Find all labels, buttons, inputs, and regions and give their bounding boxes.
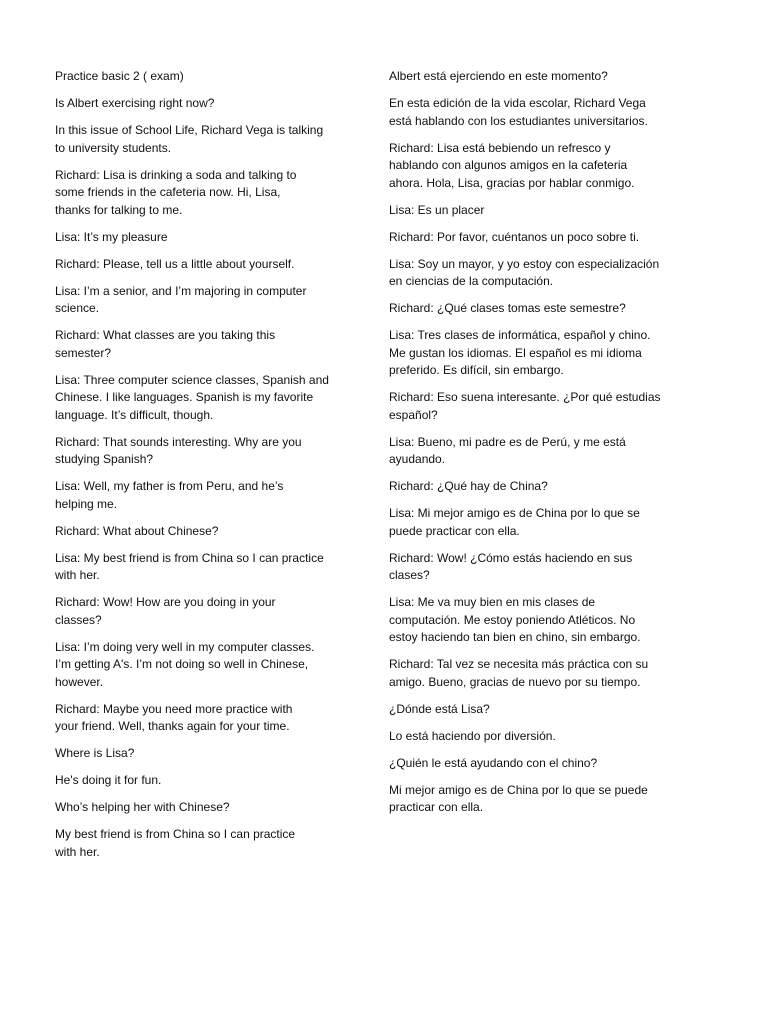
dialogue-line-translation: Richard: ¿Qué clases tomas este semestre? [389, 301, 626, 315]
answer-2: He's doing it for fun. [55, 773, 162, 787]
dialogue-line-translation: Richard: Eso suena interesante. ¿Por qué estudias español? [389, 390, 661, 422]
dialogue-line-translation: Lisa: Bueno, mi padre es de Perú, y me está ayudando. [389, 434, 626, 466]
dialogue-line-translation: Richard: ¿Qué hay de China? [389, 479, 548, 493]
question-2-translation: ¿Dónde está Lisa? [389, 701, 490, 716]
document-title: Practice basic 2 ( exam) [55, 69, 184, 83]
dialogue-line-translation: Richard: Tal vez se necesita más práctica con su amigo. Bueno, gracias de nuevo por su tiempo. [389, 657, 649, 689]
dialogue-line: Lisa: I’m doing very well in my computer classes. I’m getting A's. I’m not doing so well in Chinese, however. [55, 639, 315, 689]
dialogue-line: Richard: Maybe you need more practice with your friend. Well, thanks again for your time. [55, 701, 293, 733]
intro-paragraph: In this issue of School Life, Richard Vega is talking to university students. [55, 123, 324, 155]
dialogue-line: Lisa: My best friend is from China so I can practice with her. [55, 550, 324, 582]
dialogue-line: Richard: What classes are you taking this semester? [55, 328, 276, 360]
dialogue-line: Lisa: Three computer science classes, Spanish and Chinese. I like languages. Spanish is my favorite language. It’s difficult, though. [55, 372, 329, 422]
answer-2-translation: Lo está haciendo por diversión. [389, 728, 556, 743]
question-2: Where is Lisa? [55, 746, 135, 760]
question-1-translation: Albert está ejerciendo en este momento? [389, 69, 608, 83]
dialogue-line: Richard: Wow! How are you doing in your classes? [55, 595, 276, 627]
dialogue-line-translation: Lisa: Soy un mayor, y yo estoy con especialización en ciencias de la computación. [389, 256, 660, 288]
dialogue-line-translation: Richard: Wow! ¿Cómo estás haciendo en sus clases? [389, 550, 633, 582]
question-3: Who’s helping her with Chinese? [55, 800, 230, 814]
answer-3: My best friend is from China so I can practice with her. [55, 827, 296, 859]
dialogue-line-translation: Richard: Por favor, cuéntanos un poco sobre ti. [389, 229, 640, 244]
dialogue-line: Lisa: I’m a senior, and I’m majoring in computer science. [55, 283, 307, 315]
dialogue-line-translation: Lisa: Es un placer [389, 202, 485, 217]
dialogue-line: Richard: Please, tell us a little about yourself. [55, 256, 295, 271]
dialogue-line: Richard: What about Chinese? [55, 523, 219, 538]
dialogue-line: Richard: Lisa is drinking a soda and talking to some friends in the cafeteria now. Hi, Lisa, thanks for talking to me. [55, 167, 297, 217]
question-3-translation: ¿Quién le está ayudando con el chino? [389, 755, 598, 770]
answer-3-translation: Mi mejor amigo es de China por lo que se puede practicar con ella. [389, 782, 648, 814]
dialogue-line-translation: Lisa: Tres clases de informática, español y chino. Me gustan los idiomas. El español es mi idioma preferido. Es difícil, sin embargo. [389, 328, 651, 377]
dialogue-line: Lisa: Well, my father is from Peru, and he’s helping me. [55, 479, 284, 511]
dialogue-line-translation: Richard: Lisa está bebiendo un refresco y hablando con algunos amigos en la cafeteria ahora. Hola, Lisa, gracias por hablar conmigo. [389, 140, 635, 190]
dialogue-line-translation: Lisa: Me va muy bien en mis clases de computación. Me estoy poniendo Atléticos. No estoy haciendo tan bien en chino, sin embargo. [389, 595, 641, 644]
spanish-column [389, 68, 689, 826]
intro-paragraph-translation: En esta edición de la vida escolar, Richard Vega está hablando con los estudiantes universitarios. [389, 96, 648, 128]
question-1: Is Albert exercising right now? [55, 96, 215, 110]
dialogue-line: Richard: That sounds interesting. Why are you studying Spanish? [55, 434, 302, 466]
dialogue-line-translation: Lisa: Mi mejor amigo es de China por lo que se puede practicar con ella. [389, 506, 640, 538]
dialogue-line: Lisa: It’s my pleasure [55, 229, 168, 244]
english-column [55, 68, 350, 871]
